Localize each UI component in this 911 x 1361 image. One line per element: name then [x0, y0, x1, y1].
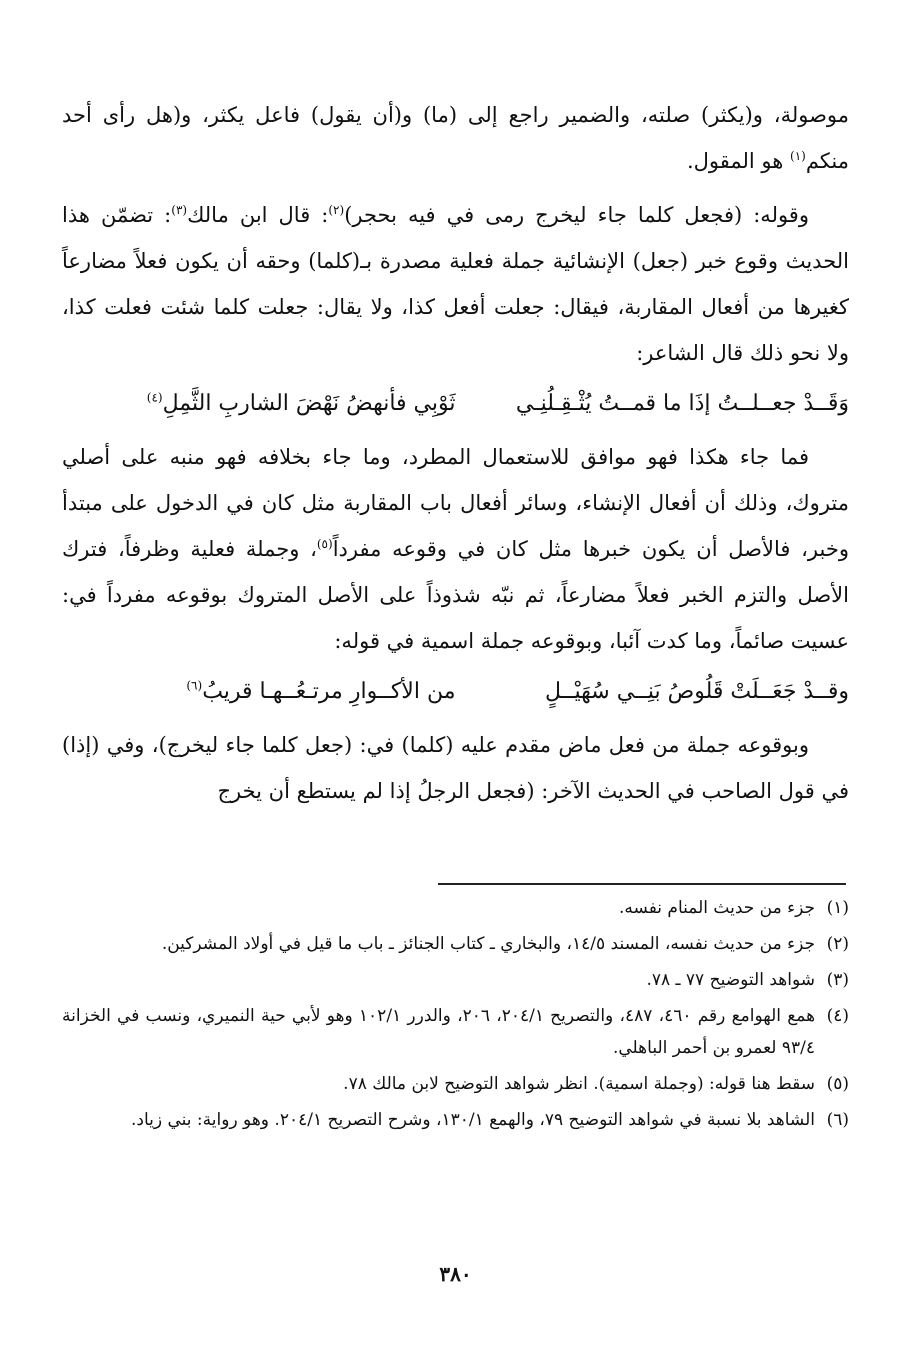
footnote-number: (٦)	[826, 1110, 849, 1130]
paragraph-text: موصولة، و(يكثر) صلته، والضمير راجع إلى (ما) و(أن يقول) فاعل يكثر، و(هل رأى أحد منكم	[62, 103, 849, 173]
paragraph-1	[62, 92, 849, 184]
footnote-ref: (٥)	[316, 537, 333, 551]
footnotes	[62, 892, 849, 1140]
verse-2	[62, 668, 849, 716]
footnote-text: الشاهد بلا نسبة في شواهد التوضيح ٧٩، والهمع ١٣٠/١، وشرح التصريح ٢٠٤/١. وهو رواية: بني زياد.	[131, 1110, 815, 1130]
footnote-text: سقط هنا قوله: (وجملة اسمية). انظر شواهد التوضيح لابن مالك ٧٨.	[343, 1074, 815, 1094]
footnote-number: (١)	[826, 898, 849, 918]
verse-1	[62, 380, 849, 428]
verse-first-hemistich: وقــدْ جَعَــلَتْ قَلُوصُ بَنِــي سُهَيْــلٍ	[544, 679, 849, 704]
footnote	[62, 1068, 849, 1100]
paragraph-text: فما جاء هكذا فهو موافق للاستعمال المطرد، وما جاء بخلافه فهو منبه على أصلي متروك، وذلك أن أفعال الإنشاء، وسائر أفعال باب المقاربة مثل كان في الدخول على مبتدأ وخبر، فالأصل أن يكون خبرها مثل كان في وقوعه مفرداً	[62, 445, 849, 561]
footnote-ref: (٤)	[146, 390, 163, 405]
footnote-separator	[438, 883, 846, 885]
footnote	[62, 928, 849, 960]
paragraph-text: : تضمّن هذا الحديث وقوع خبر (جعل) الإنشائية جملة فعلية مصدرة بـ(كلما) وحقه أن يكون فعلاً مضارعاً كغيرها من أفعال المقاربة، فيقال: جعلت أفعل كذا، ولا يقال: جعلت كلما شئت فعلت كذا، ولا نحو ذلك قال الشاعر:	[62, 203, 849, 365]
footnote-ref: (١)	[790, 149, 806, 163]
footnote	[62, 1000, 849, 1064]
footnote-number: (٢)	[826, 934, 849, 954]
verse-text: من الأكــوارِ مرتـعُــهـا قريبُ	[202, 679, 456, 704]
footnote-ref: (٢)	[328, 203, 345, 217]
paragraph-4: وبوقوعه جملة من فعل ماض مقدم عليه (كلما) في: (جعل كلما جاء ليخرج)، وفي (إذا) في قول الصاحب في الحديث الآخر: (فجعل الرجلُ إذا لم يستطع أن يخرج	[62, 733, 849, 803]
main-text	[62, 92, 849, 814]
paragraph-2	[62, 192, 849, 376]
footnote	[62, 1104, 849, 1136]
paragraph-text: ، وجملة فعلية وظرفاً، فترك الأصل والتزم الخبر فعلاً مضارعاً، ثم نبّه شذوذاً على الأصل المتروك بوقوعه مفرداً في: عسيت صائماً، وما كدت آئبا، وبوقوعه جملة اسمية في قوله:	[62, 537, 849, 653]
footnote-text: جزء من حديث نفسه، المسند ١٤/٥، والبخاري ـ كتاب الجنائز ـ باب ما قيل في أولاد المشركين.	[161, 934, 815, 954]
footnote-ref: (٦)	[186, 678, 203, 693]
footnote-text: شواهد التوضيح ٧٧ ـ ٧٨.	[646, 970, 815, 990]
verse-first-hemistich: وَقَــدْ جعــلــتُ إذَا ما قمــتُ يُثْـقِـلُنِـي	[515, 391, 849, 416]
footnote-text: جزء من حديث المنام نفسه.	[619, 898, 815, 918]
page-number: ٣٨٠	[439, 1262, 472, 1286]
verse-second-hemistich	[62, 380, 456, 428]
footnote-number: (٤)	[826, 1006, 849, 1026]
paragraph-text: وقوله: (فجعل كلما جاء ليخرج رمى في فيه بحجر)	[344, 203, 809, 227]
footnote-number: (٣)	[826, 970, 849, 990]
footnote	[62, 892, 849, 924]
footnote	[62, 964, 849, 996]
verse-text: ثَوْبِي فأنهضُ نَهْضَ الشاربِ الثَّمِلِ	[162, 391, 456, 416]
paragraph-3	[62, 434, 849, 664]
paragraph-text: هو المقول.	[686, 149, 790, 173]
paragraph-text: : قال ابن مالك	[187, 203, 329, 227]
footnote-number: (٥)	[826, 1074, 849, 1094]
footnote-ref: (٣)	[171, 203, 188, 217]
verse-second-hemistich	[62, 668, 456, 716]
footnote-text: همع الهوامع رقم ٤٦٠، ٤٨٧، والتصريح ٢٠٤/١، ٢٠٦، والدرر ١٠٢/١ وهو لأبي حية النميري، ونسب في الخزانة ٩٣/٤ لعمرو بن أحمر الباهلي.	[62, 1006, 816, 1058]
